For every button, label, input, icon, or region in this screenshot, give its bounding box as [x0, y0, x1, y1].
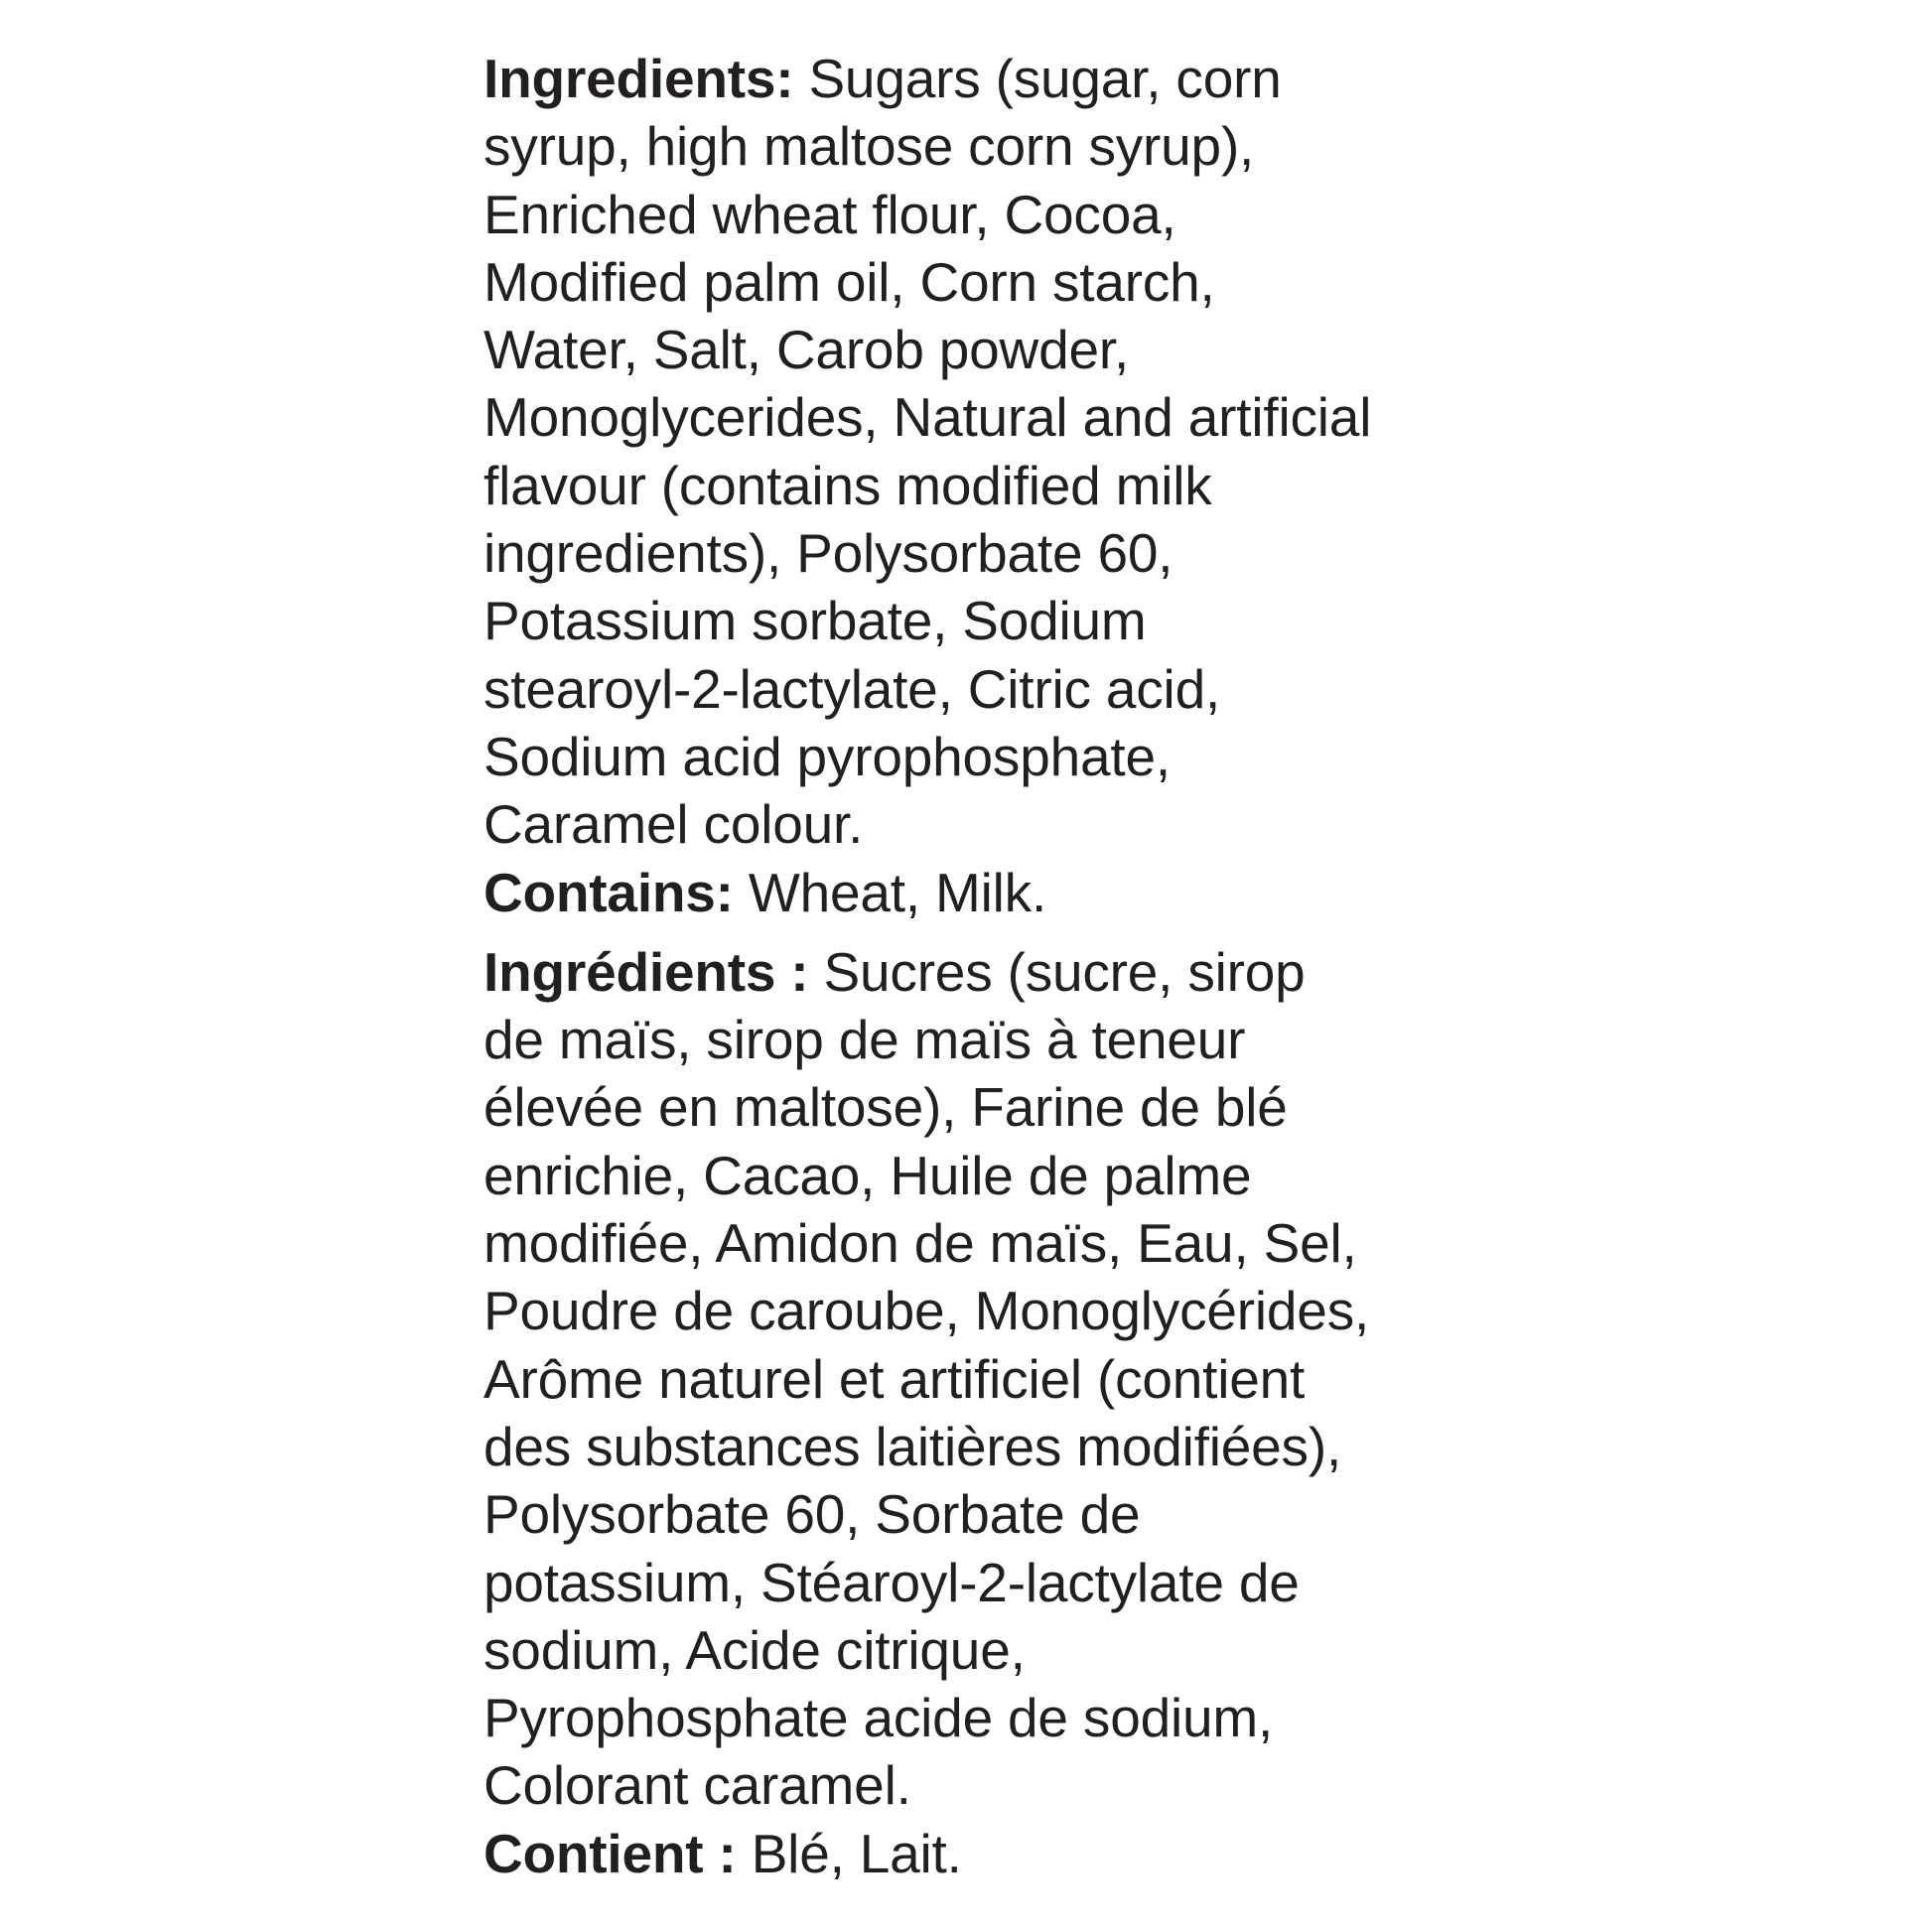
french-ingredients-line: élevée en maltose), Farine de blé [483, 1076, 1288, 1139]
french-ingredients-line: sodium, Acide citrique, [483, 1618, 1026, 1681]
english-ingredients-line: Caramel colour. [483, 793, 864, 856]
english-contains-text: Wheat, Milk. [733, 861, 1047, 923]
english-contains-line [483, 859, 1496, 926]
english-ingredients-line: Potassium sorbate, Sodium [483, 590, 1147, 652]
french-ingredients-line: de maïs, sirop de maïs à teneur [483, 1009, 1246, 1071]
english-ingredients-line: ingredients), Polysorbate 60, [483, 522, 1173, 585]
ingredients-label [483, 45, 1496, 1887]
english-ingredients-block [483, 45, 1496, 926]
english-ingredients-heading: Ingredients: [483, 48, 794, 109]
french-ingredients-line: des substances laitières modifiées), [483, 1415, 1342, 1477]
english-ingredients-line: Enriched wheat flour, Cocoa, [483, 183, 1176, 245]
french-ingredients-line: potassium, Stéaroyl-2-lactylate de [483, 1551, 1300, 1613]
english-ingredients-line: stearoyl-2-lactylate, Citric acid, [483, 657, 1221, 720]
english-ingredients-line: Modified palm oil, Corn starch, [483, 250, 1215, 313]
french-ingredients-block [483, 938, 1496, 1887]
english-ingredients-line: syrup, high maltose corn syrup), [483, 115, 1255, 178]
french-ingredients-line: Polysorbate 60, Sorbate de [483, 1483, 1141, 1546]
french-contains-line [483, 1820, 1496, 1887]
english-ingredients-line: flavour (contains modified milk [483, 454, 1212, 516]
french-ingredients-line: Colorant caramel. [483, 1754, 911, 1817]
english-ingredients-line: Water, Salt, Carob powder, [483, 319, 1130, 381]
french-ingredients-line: modifiée, Amidon de maïs, Eau, Sel, [483, 1212, 1357, 1275]
english-ingredients-text: Sugars (sugar, corn [793, 48, 1282, 109]
french-ingredients-text: Sucres (sucre, sirop [808, 940, 1306, 1003]
english-contains-heading: Contains: [483, 861, 734, 923]
english-ingredients-line: Sodium acid pyrophosphate, [483, 725, 1171, 787]
french-ingredients-line: enrichie, Cacao, Huile de palme [483, 1144, 1252, 1206]
french-contains-text: Blé, Lait. [736, 1822, 962, 1884]
french-ingredients-line: Poudre de caroube, Monoglycérides, [483, 1280, 1370, 1342]
english-ingredients-line: Monoglycerides, Natural and artificial [483, 386, 1372, 449]
french-contains-heading: Contient : [483, 1822, 737, 1884]
english-ingredients-line [483, 45, 1496, 112]
french-ingredients-line: Pyrophosphate acide de sodium, [483, 1687, 1274, 1749]
french-ingredients-heading: Ingrédients : [483, 940, 809, 1003]
french-ingredients-line: Arôme naturel et artificiel (contient [483, 1347, 1306, 1410]
french-ingredients-line [483, 938, 1496, 1006]
